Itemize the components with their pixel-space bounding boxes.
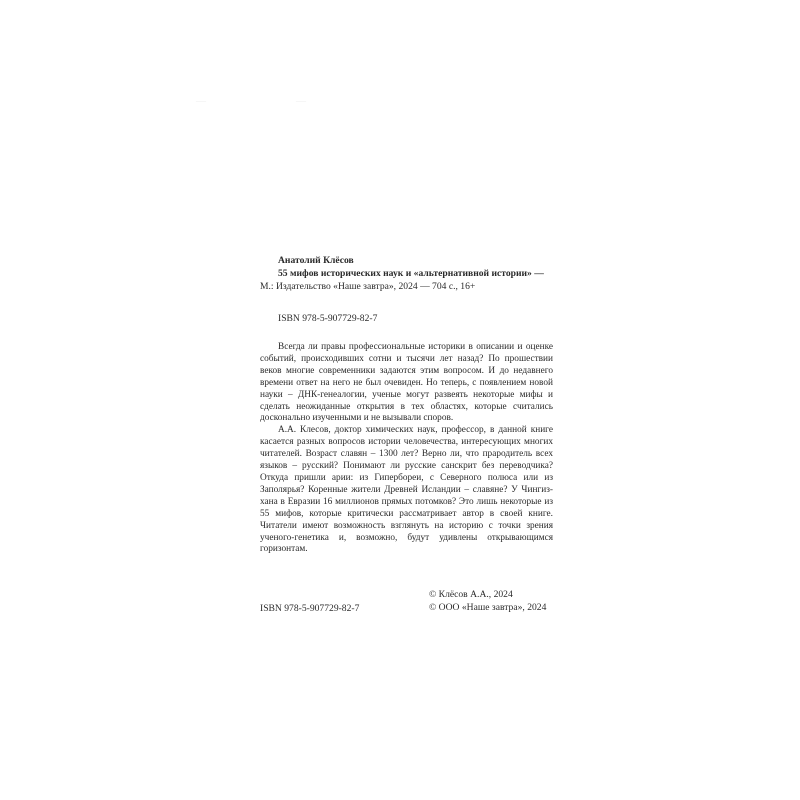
catalog-imprint: М.: Издательство «Наше завтра», 2024 — 704 с., 16+ xyxy=(260,281,476,293)
copyright-author: © Клёсов А.А., 2024 xyxy=(429,589,513,600)
annotation xyxy=(260,342,553,556)
isbn-bottom: ISBN 978-5-907729-82-7 xyxy=(260,603,360,614)
annotation-paragraph-1: Всегда ли правы профессиональные историки в описании и оценке событий, происходивших сотни и тысячи лет назад? По прошествии веков многие современники задаются этим вопросом. И до недавнего времени ответ на него не был очевиден. Но теперь, с появлением новой науки – ДНК-генеалогии, ученые могут развеять некоторые мифы и сделать неожиданные открытия в тех областях, которые считались досконально изученными и не вызывали споров. xyxy=(260,342,553,424)
copyright-publisher: © ООО «Наше завтра», 2024 xyxy=(429,602,547,614)
catalog-record xyxy=(260,254,570,294)
copyright-block xyxy=(429,588,546,614)
catalog-title: 55 мифов исторических наук и «альтернативной истории» — xyxy=(278,268,544,280)
faint-header-right: — xyxy=(296,96,307,107)
catalog-author: Анатолий Клёсов xyxy=(278,255,354,266)
annotation-paragraph-2: А.А. Клесов, доктор химических наук, профессор, в данной книге касается разных вопросов истории человечества, интересующих многих читателей. Возраст славян – 1300 лет? Верно ли, что прародитель всех языков – русский? Понимают ли русские санскрит без переводчика? Откуда пришли арии: из Гипербореи, с Северного полюса или из Заполярья? Коренные жители Древней Исландии – славяне? У Чингиз-хана в Евразии 16 миллионов прямых потомков? Это лишь некоторые из 55 мифов, которые критически рассматривает автор в своей книге. Читатели имеют возможность взглянуть на историю с точки зрения ученого-генетика и, возможно, будут удивлены открывающимся горизонтам. xyxy=(260,425,553,555)
isbn-top: ISBN 978-5-907729-82-7 xyxy=(278,313,378,324)
faint-header-left: — xyxy=(196,96,207,107)
